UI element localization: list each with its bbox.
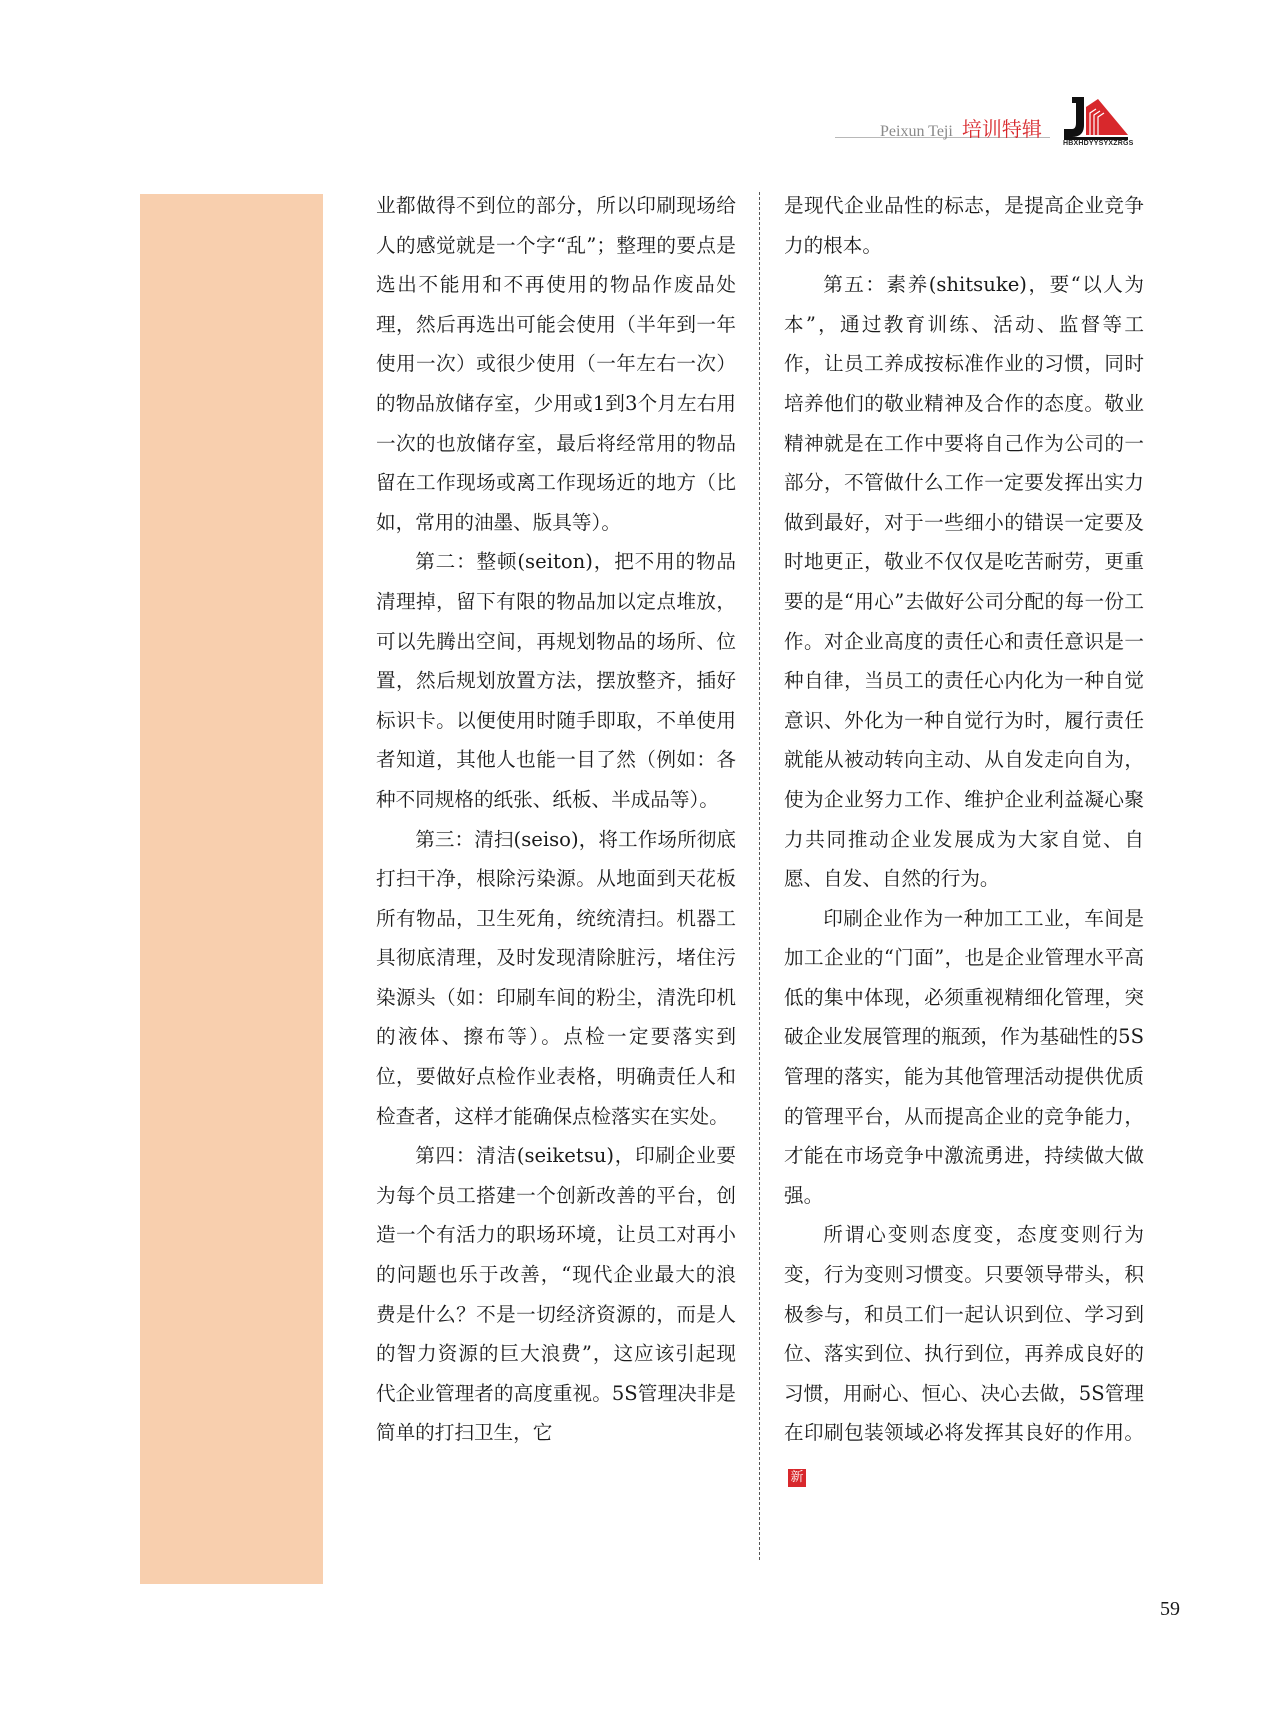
decorative-side-bar <box>140 194 323 1584</box>
column-divider <box>759 192 760 1560</box>
paragraph: 第三：清扫(seiso)，将工作场所彻底打扫干净，根除污染源。从地面到天花板所有物品，卫生死角，统统清扫。机器工具彻底清理，及时发现清除脏污，堵住污染源头（如：印刷车间的粉尘，清洗印机的液体、擦布等）。点检一定要落实到位，要做好点检作业表格，明确责任人和检查者，这样才能确保点检落实在实处。 <box>376 827 736 1128</box>
paragraph: 第四：清洁(seiketsu)，印刷企业要为每个员工搭建一个创新改善的平台，创造一个有活力的职场环境，让员工对再小的问题也乐于改善，“现代企业最大的浪费是什么？不是一切经济资源的，而是人的智力资源的巨大浪费”，这应该引起现代企业管理者的高度重视。5S管理决非是简单的打扫卫生，它 <box>376 1144 736 1445</box>
section-title-cn: 培训特辑 <box>961 117 1042 141</box>
paragraph: 第二：整顿(seiton)，把不用的物品清理掉，留下有限的物品加以定点堆放，可以先腾出空间，再规划物品的场所、位置，然后规划放置方法，摆放整齐，插好标识卡。以便使用时随手即取，不单使用者知道，其他人也能一目了然（例如：各种不同规格的纸张、纸板、半成品等）。 <box>376 550 736 811</box>
paragraph: 是现代企业品性的标志，是提高企业竞争力的根本。 <box>784 194 1144 257</box>
end-mark-icon: 新 <box>788 1469 806 1487</box>
paragraph-text: 所谓心变则态度变，态度变则行为变，行为变则习惯变。只要领导带头，积极参与，和员工们一起认识到位、学习到位、落实到位、执行到位，再养成良好的习惯，用耐心、恒心、决心去做，5S管理在印刷包装领域必将发挥其良好的作用。 <box>784 1223 1144 1445</box>
right-text-column <box>784 186 1144 1493</box>
paragraph-last <box>784 1215 1144 1492</box>
left-text-column <box>376 186 736 1453</box>
page-number: 59 <box>1160 1598 1180 1620</box>
section-header <box>880 113 1042 142</box>
logo-caption: HBXHDYYSYXZRGS <box>1063 140 1134 147</box>
section-title-en: Peixun Teji <box>880 123 953 140</box>
paragraph: 印刷企业作为一种加工工业，车间是加工企业的“门面”，也是企业管理水平高低的集中体现，必须重视精细化管理，突破企业发展管理的瓶颈，作为基础性的5S管理的落实，能为其他管理活动提供优质的管理平台，从而提高企业的竞争能力，才能在市场竞争中激流勇进，持续做大做强。 <box>784 906 1144 1207</box>
paragraph: 业都做得不到位的部分，所以印刷现场给人的感觉就是一个字“乱”；整理的要点是选出不能用和不再使用的物品作废品处理，然后再选出可能会使用（半年到一年使用一次）或很少使用（一年左右一次）的物品放储存室，少用或1到3个月左右用一次的也放储存室，最后将经常用的物品留在工作现场或离工作现场近的地方（比如，常用的油墨、版具等）。 <box>376 194 736 534</box>
paragraph: 第五：素养(shitsuke)，要“以人为本”，通过教育训练、活动、监督等工作，让员工养成按标准作业的习惯，同时培养他们的敬业精神及合作的态度。敬业精神就是在工作中要将自己作为公司的一部分，不管做什么工作一定要发挥出实力做到最好，对于一些细小的错误一定要及时地更正，敬业不仅仅是吃苦耐劳，更重要的是“用心”去做好公司分配的每一份工作。对企业高度的责任心和责任意识是一种自律，当员工的责任心内化为一种自觉意识、外化为一种自觉行为时，履行责任就能从被动转向主动、从自发走向自为，使为企业努力工作、维护企业利益凝心聚力共同推动企业发展成为大家自觉、自愿、自发、自然的行为。 <box>784 273 1144 891</box>
